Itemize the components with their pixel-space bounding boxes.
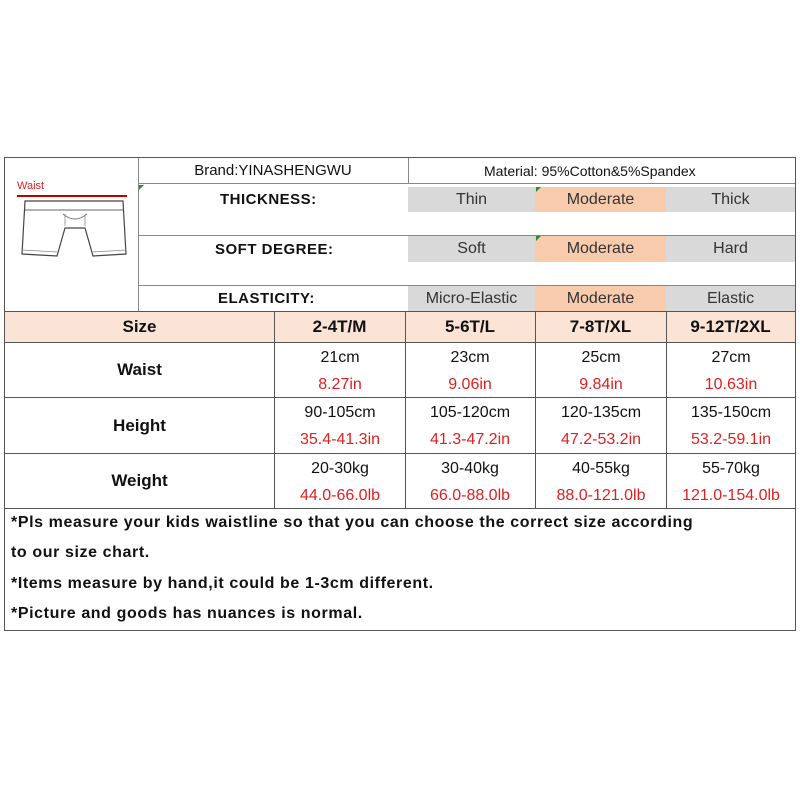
- thickness-option-thick: Thick: [666, 187, 795, 212]
- waist-cell-2: 23cm 9.06in: [448, 349, 492, 393]
- height-cell-3: 120-135cm 47.2-53.2in: [560, 404, 642, 448]
- waist-cell-1: 21cm 8.27in: [318, 349, 362, 393]
- size-header-col-3: 7-8T/XL: [569, 317, 632, 336]
- brand-label: Brand:YINASHENGWU: [194, 162, 352, 179]
- row-label-height: Height: [113, 415, 166, 435]
- cell-marker: [536, 236, 541, 241]
- soft-degree-option-soft: Soft: [408, 236, 535, 262]
- waist-cell-3: 25cm 9.84in: [579, 349, 623, 393]
- row-label-weight: Weight: [111, 471, 168, 490]
- cell-marker: [536, 187, 541, 192]
- waist-cell-4: 27cm 10.63in: [704, 349, 758, 393]
- thickness-option-thin: Thin: [408, 187, 535, 212]
- weight-cell-4: 55-70kg 121.0-154.0lb: [682, 460, 780, 504]
- cell-marker: [139, 185, 144, 190]
- elasticity-option-micro-elastic: Micro-Elastic: [408, 286, 535, 311]
- weight-cell-2: 30-40kg 66.0-88.0lb: [429, 460, 511, 504]
- size-header-row: [5, 312, 795, 342]
- note-line-2: to our size chart.: [11, 544, 150, 561]
- note-line-4: *Picture and goods has nuances is normal.: [11, 605, 363, 622]
- note-line-1: *Pls measure your kids waistline so that you can choose the correct size according: [11, 514, 694, 531]
- elasticity-label: ELASTICITY:: [218, 290, 315, 307]
- elasticity-option-moderate: Moderate: [535, 286, 666, 311]
- row-label-waist: Waist: [117, 360, 162, 379]
- soft-degree-label: SOFT DEGREE:: [215, 241, 334, 258]
- soft-degree-option-moderate: Moderate: [535, 236, 666, 262]
- material-label: Material: 95%Cotton&5%Spandex: [484, 162, 696, 179]
- size-header-label: Size: [122, 317, 157, 336]
- height-cell-4: 135-150cm 53.2-59.1in: [690, 404, 772, 448]
- size-header-col-4: 9-12T/2XL: [690, 317, 771, 336]
- soft-degree-option-hard: Hard: [666, 236, 795, 262]
- size-header-col-1: 2-4T/M: [312, 317, 367, 336]
- note-line-3: *Items measure by hand,it could be 1-3cm different.: [11, 575, 434, 592]
- weight-cell-3: 40-55kg 88.0-121.0lb: [556, 460, 646, 504]
- product-diagram: [5, 158, 138, 311]
- thickness-option-moderate: Moderate: [535, 187, 666, 212]
- weight-cell-1: 20-30kg 44.0-66.0lb: [299, 460, 381, 504]
- waist-label: Waist: [17, 180, 45, 192]
- height-cell-1: 90-105cm 35.4-41.3in: [299, 404, 381, 448]
- size-chart: [4, 157, 796, 631]
- boxer-briefs-icon: [5, 158, 138, 311]
- height-cell-2: 105-120cm 41.3-47.2in: [429, 404, 511, 448]
- size-header-col-2: 5-6T/L: [444, 317, 496, 336]
- elasticity-option-elastic: Elastic: [666, 286, 795, 311]
- thickness-label: THICKNESS:: [220, 191, 317, 208]
